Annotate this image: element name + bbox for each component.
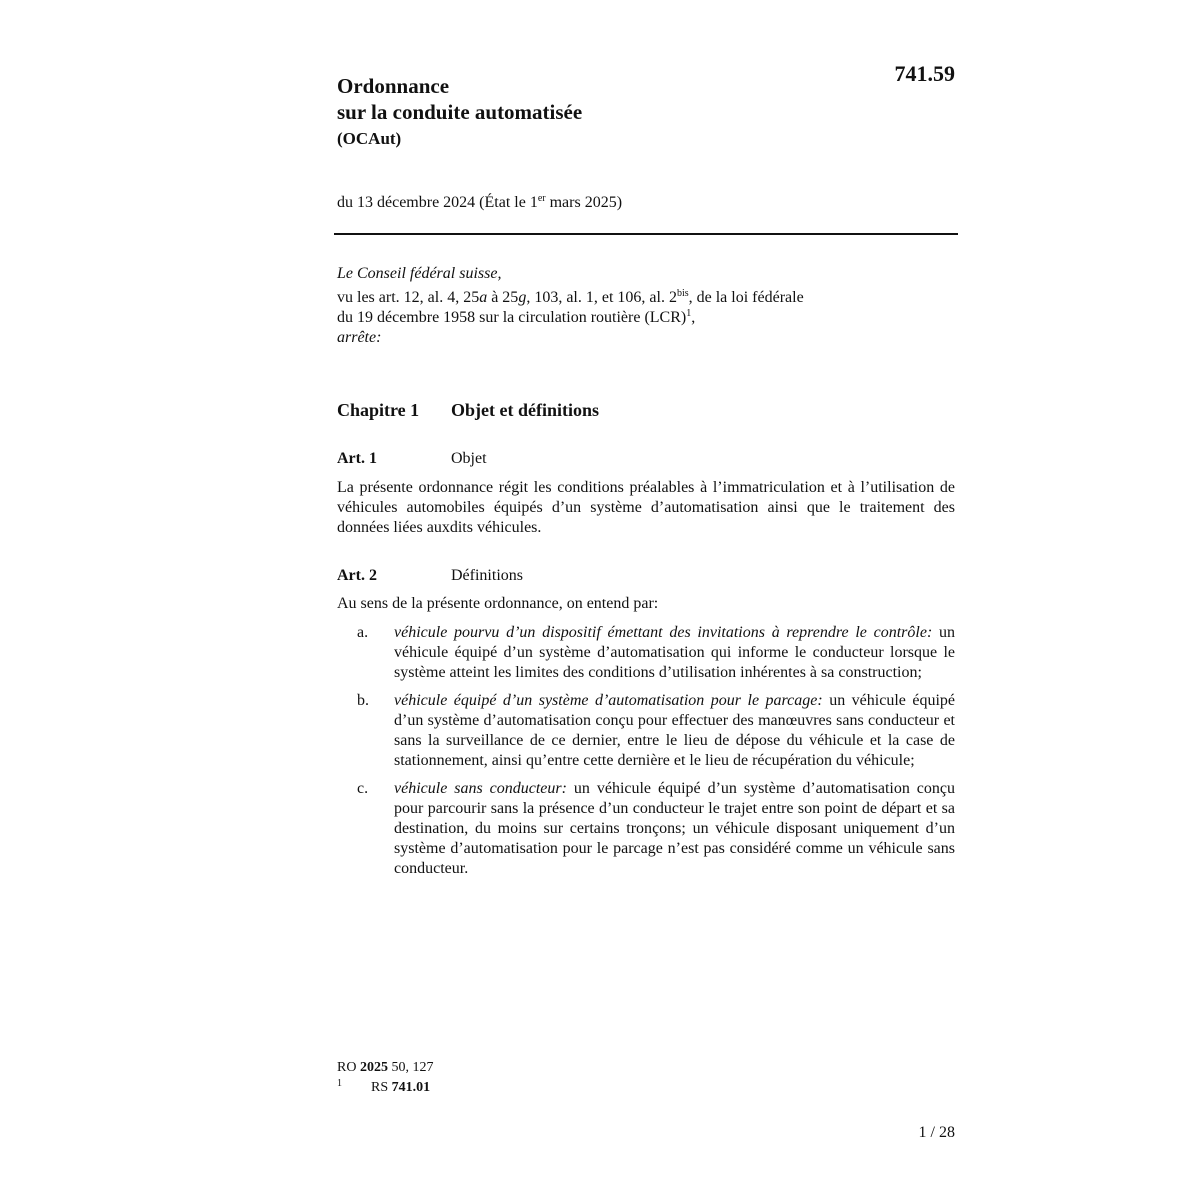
basis-text: ,: [691, 309, 696, 326]
preamble-basis-line-2: [337, 308, 957, 328]
article-1-text: La présente ordonnance régit les conditions préalables à l’immatriculation et à l’utilisation de véhicules automobiles équipés d’un système d’automatisation ainsi que le traitement des données liées auxdits véhicules.: [337, 479, 955, 536]
definition-term: véhicule sans conducteur:: [394, 780, 567, 797]
list-item: [337, 691, 955, 771]
basis-text: du 19 décembre 1958 sur la circulation routière (LCR): [337, 309, 687, 326]
preamble-authority: Le Conseil fédéral suisse,: [337, 265, 502, 282]
definition-term: véhicule pourvu d’un dispositif émettant des invitations à reprendre le contrôle:: [394, 624, 933, 641]
ro-year: 2025: [359, 1060, 388, 1075]
date-superscript: er: [537, 193, 546, 204]
chapter-label: Chapitre 1: [337, 400, 420, 420]
footnote-1: 1 RS 741.01: [337, 1078, 431, 1095]
list-marker: b.: [357, 692, 369, 709]
basis-superscript: bis: [676, 288, 689, 299]
title-line-1: Ordonnance: [337, 74, 450, 98]
title-line-2: sur la conduite automatisée: [337, 100, 583, 124]
basis-text: , de la loi fédérale: [688, 289, 804, 306]
date-suffix: mars 2025): [545, 194, 623, 211]
article-label: Art. 1: [337, 450, 377, 467]
header-divider: [334, 233, 958, 235]
definition-text: un véhicule équipé d’un système d’automatisation qui informe le conducteur lorsque le système atteint les limites des conditions d’utilisation inhérentes à sa construction;: [394, 624, 956, 681]
footnotes: [337, 1058, 433, 1098]
page-number: 1 / 28: [918, 1124, 955, 1141]
basis-italic: g: [518, 289, 527, 306]
article-title: Objet: [451, 450, 487, 467]
ro-pages: 50, 127: [387, 1060, 434, 1075]
document-number: 741.59: [894, 61, 955, 86]
basis-text: , 103, al. 1, et 106, al. 2: [526, 289, 677, 306]
chapter-title: Objet et définitions: [451, 400, 599, 420]
article-label: Art. 2: [337, 567, 377, 584]
basis-italic: a: [479, 289, 488, 306]
article-1-heading: [337, 449, 487, 469]
list-item: [337, 779, 955, 879]
basis-text: à 25: [487, 289, 519, 306]
definition-text: un véhicule équipé d’un système d’automatisation conçu pour effectuer des manœuvres sans conducteur et sans la surveillance de ce dernier, entre le lieu de dépose du véhicule et la case de stationnement, ainsi qu’entre cette dernière et le lieu de récupération du véhicule;: [394, 692, 955, 769]
official-compilation-ref: [337, 1058, 433, 1078]
preamble: [337, 264, 957, 348]
article-2-intro: Au sens de la présente ordonnance, on entend par:: [337, 595, 659, 612]
date-line: [337, 192, 622, 214]
definition-text: un véhicule équipé d’un système d’automatisation conçu pour parcourir sans la présence d’un conducteur le trajet entre son point de départ et sa destination, du moins sur certains tronçons; un véhicule disposant uniquement d’un système d’automatisation pour le parcage n’est pas considéré comme un véhicule sans conducteur.: [394, 780, 956, 877]
list-marker: c.: [357, 780, 369, 797]
footnote-reference-1[interactable]: 1: [686, 308, 692, 319]
article-2-heading: [337, 566, 523, 586]
definition-term: véhicule équipé d’un système d’automatisation pour le parcage:: [394, 692, 823, 709]
basis-text: vu les art. 12, al. 4, 25: [337, 289, 480, 306]
date-prefix: du 13 décembre 2024 (État le 1: [337, 194, 538, 211]
footnote-prefix: RS: [371, 1080, 392, 1095]
footnote-ref[interactable]: 741.01: [391, 1080, 431, 1095]
document-title: [337, 73, 582, 125]
preamble-basis-line-1: [337, 288, 957, 308]
definitions-list: [337, 623, 955, 887]
title-abbreviation: (OCAut): [337, 129, 402, 148]
ro-prefix: RO: [337, 1060, 360, 1075]
article-title: Définitions: [451, 567, 523, 584]
preamble-decree: arrête:: [337, 329, 382, 346]
list-marker: a.: [357, 624, 369, 641]
list-item: [337, 623, 955, 683]
chapter-heading: [337, 398, 599, 422]
